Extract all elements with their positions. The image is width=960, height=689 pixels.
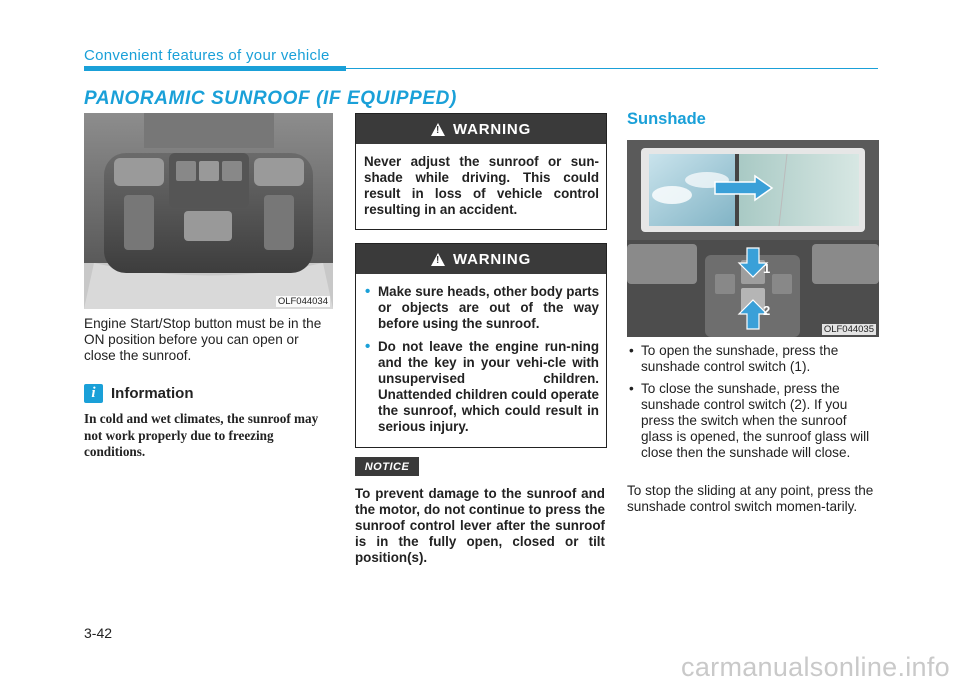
sunshade-photo [627, 140, 879, 337]
watermark: carmanualsonline.info [681, 652, 950, 682]
sunshade-title: Sunshade [627, 110, 706, 128]
info-icon: i [84, 384, 103, 403]
instruction-item: • To open the sunshade, press the sunshade control switch (1). [627, 343, 879, 375]
stop-sliding-paragraph: To stop the sliding at any point, press the sunshade control switch momen-tarily. [627, 483, 874, 514]
warning-item: • Do not leave the engine run-ning and the key in your vehi-cle with unsupervised children. Unattended children could operate the sunroof, which could result in serious injury. [364, 339, 599, 435]
callout-2: 2 [763, 303, 771, 318]
warning-body [356, 274, 606, 445]
warning-text: Never adjust the sunroof or sun-shade while driving. This could result in loss of vehicle control resulting in an accident. [364, 154, 599, 217]
overhead-console-photo [84, 113, 333, 309]
instruction-item: • To close the sunshade, press the sunshade control switch (2). If you press the switch when the sunroof glass is opened, the sunroof glass will close then the sunshade will close. [627, 381, 879, 461]
callout-1: 1 [763, 261, 771, 276]
warning-item: • Make sure heads, other body parts or objects are out of the way before using the sunroof. [364, 284, 599, 332]
header-rule-accent [84, 66, 346, 71]
information-heading [84, 384, 194, 403]
warning-triangle-icon [431, 123, 445, 136]
warning-label: WARNING [452, 120, 532, 138]
photo-code: OLF044035 [823, 324, 874, 335]
page-number: 3-42 [84, 625, 113, 641]
warning-triangle-icon [431, 253, 445, 266]
notice-text: To prevent damage to the sunroof and the motor, do not continue to press the sunroof control lever after the sunroof is in the fully open, closed or tilt position(s). [355, 486, 605, 565]
warning-header [356, 114, 606, 144]
photo-code: OLF044034 [277, 296, 328, 307]
information-text: In cold and wet climates, the sunroof may not work properly due to freezing conditions. [84, 411, 319, 459]
warning-label: WARNING [452, 250, 532, 268]
warning-header [356, 244, 606, 274]
warning-box-1 [355, 113, 607, 230]
warning-box-2 [355, 243, 607, 448]
chapter-title: Convenient features of your vehicle [84, 47, 330, 64]
notice-badge: NOTICE [355, 457, 419, 476]
body-paragraph: Engine Start/Stop button must be in the ON position before you can open or close the sunroof. [84, 316, 322, 363]
header-rule [346, 68, 878, 69]
section-title: PANORAMIC SUNROOF (IF EQUIPPED) [84, 88, 457, 109]
sunshade-instructions [627, 343, 879, 467]
information-title: Information [111, 385, 194, 402]
